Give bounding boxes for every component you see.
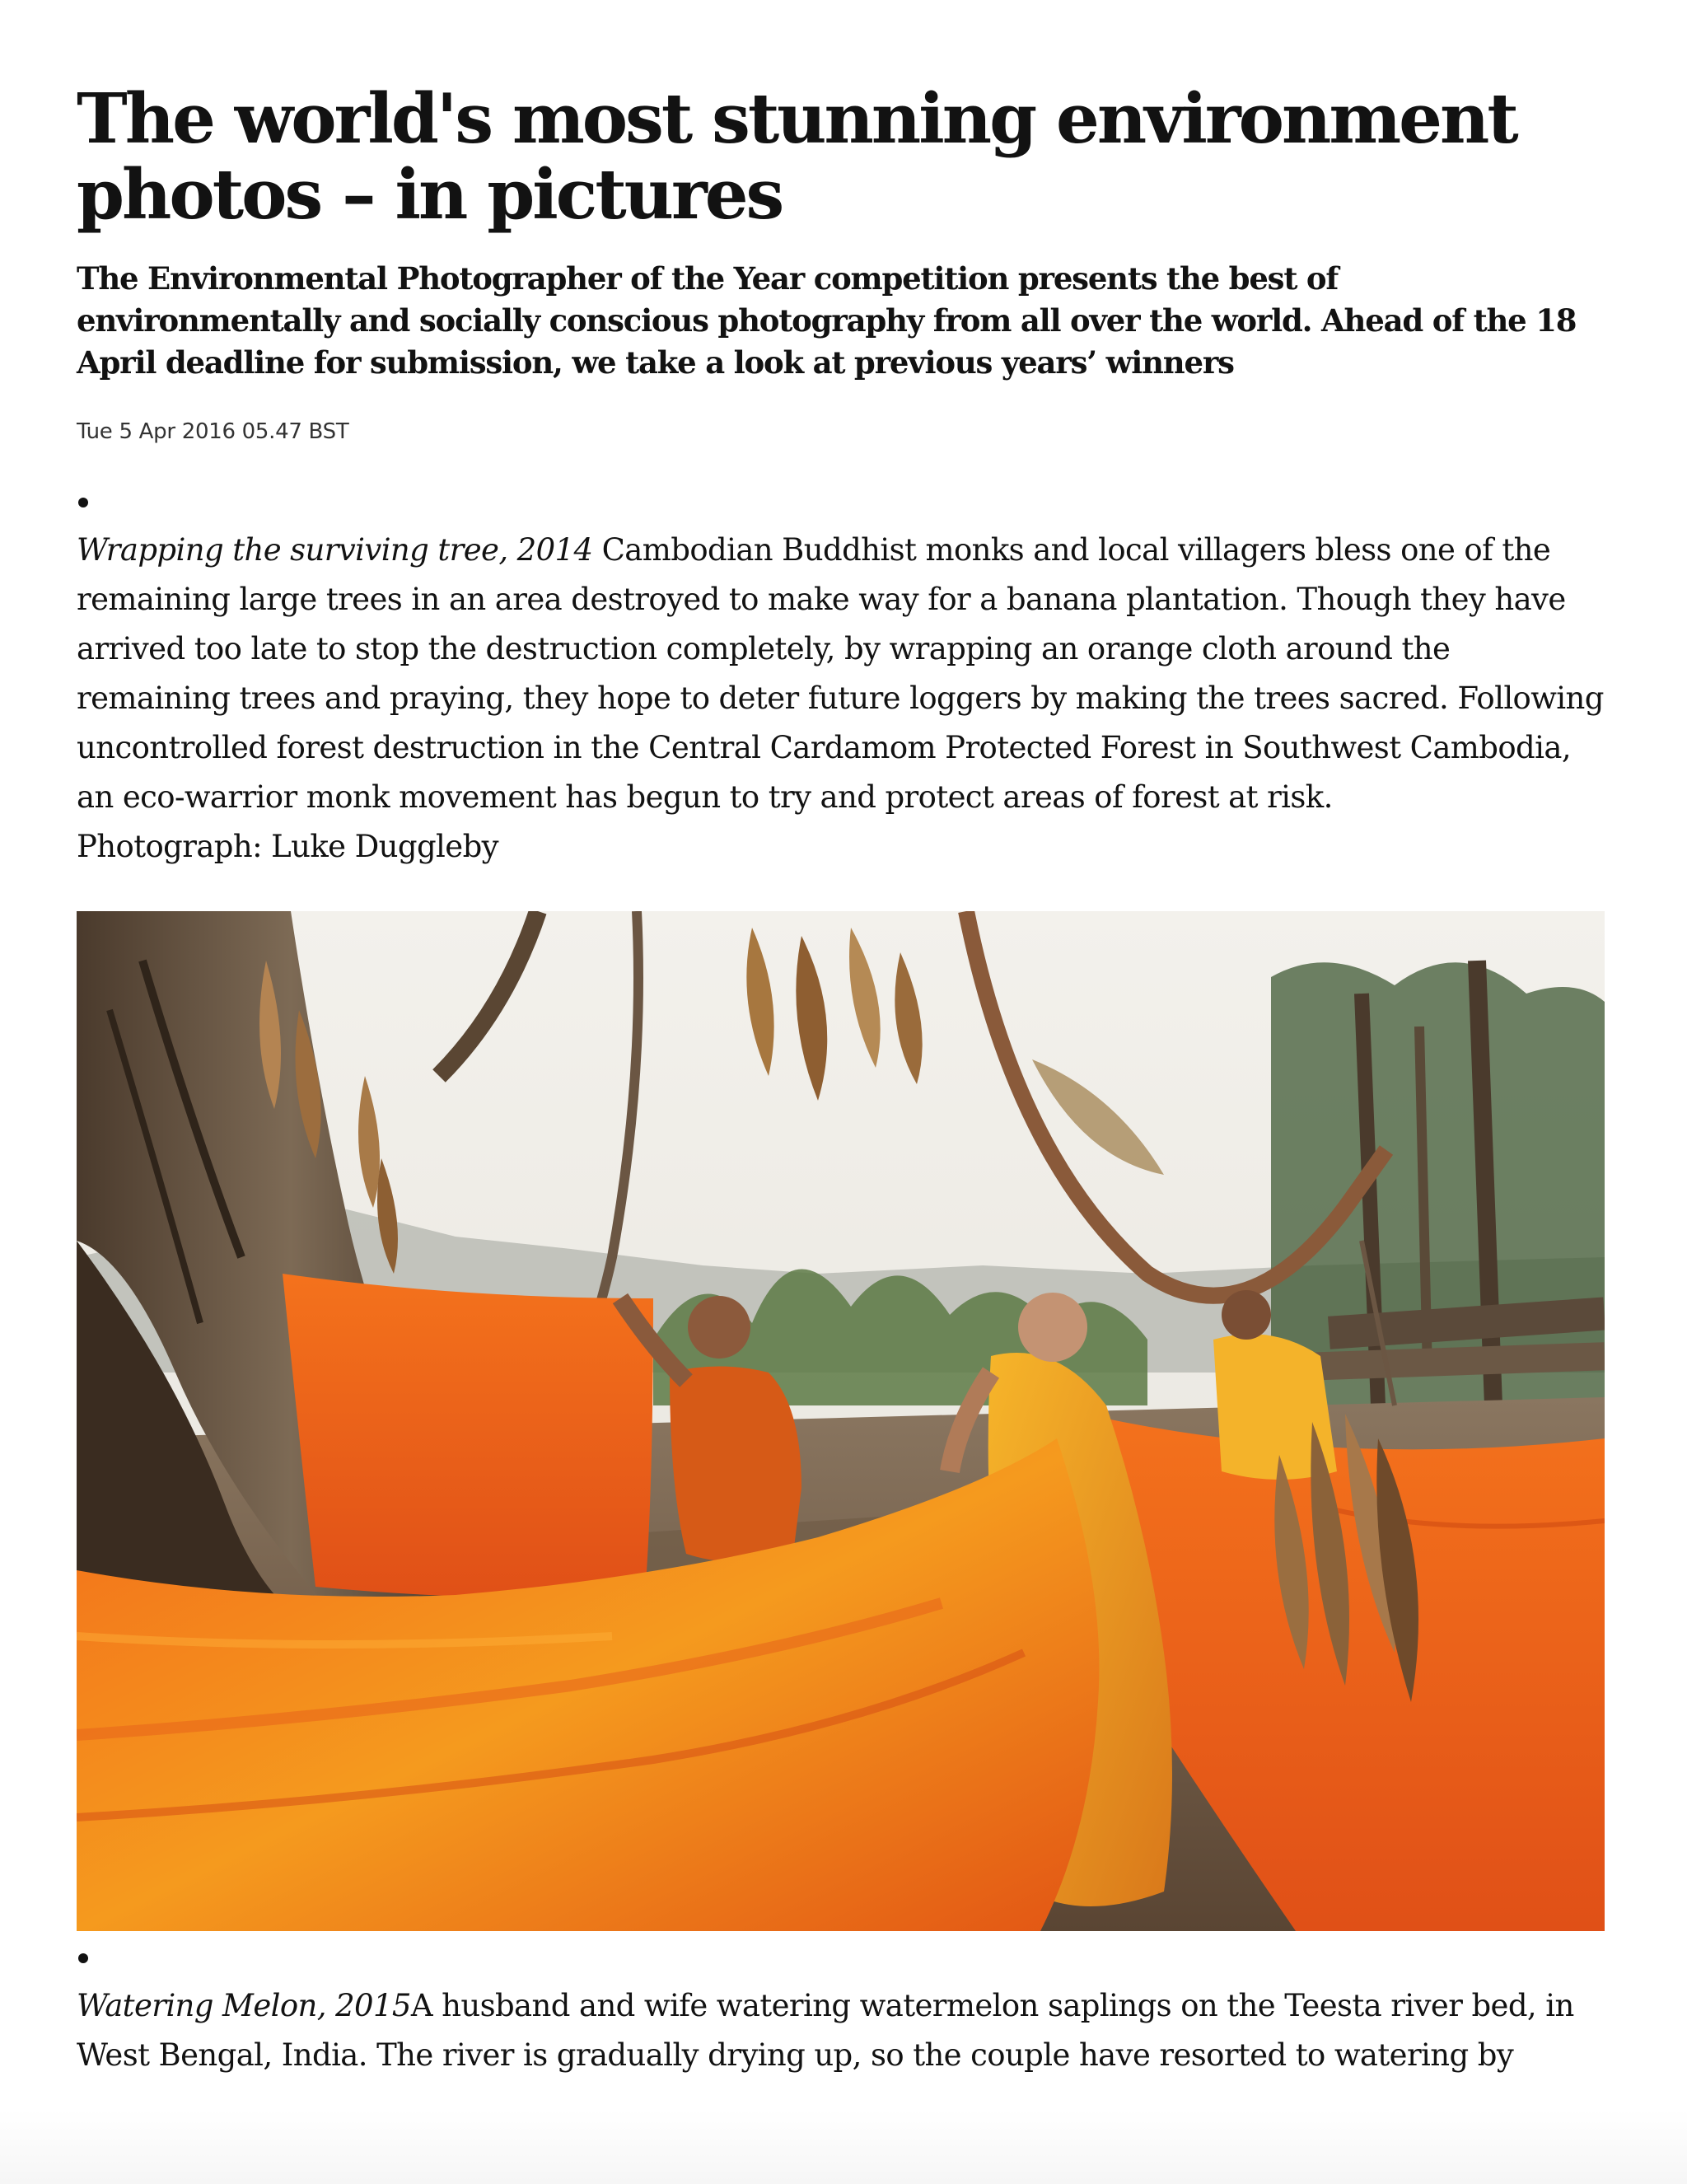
gallery-caption-title: Watering Melon, 2015 (77, 1988, 411, 2023)
gallery-caption-2 (77, 1981, 1605, 2080)
monks-wrapping-tree-photo (77, 911, 1605, 1931)
gallery-item-bullet (78, 1953, 88, 1963)
article-headline: The world's most stunning environment photos – in pictures (77, 78, 1516, 235)
article-dateline: Tue 5 Apr 2016 05.47 BST (77, 419, 349, 444)
article-standfirst: The Environmental Photographer of the Year competition presents the best of environmentally and socially conscious photography from all over the world. Ahead of the 18 April deadline for submission, we take a look at previous years’ winners (77, 260, 1577, 381)
gallery-caption-title: Wrapping the surviving tree, 2014 (77, 532, 593, 568)
gallery-caption-text: Cambodian Buddhist monks and local villagers bless one of the remaining large trees in an area destroyed to make way for a banana plantation. Though they have arrived too late to stop the destruction completely, by wrapping an orange cloth around the remaining trees and praying, they hope to deter future loggers by making the trees sacred. Following uncontrolled forest destruction in the Central Cardamom Protected Forest in Southwest Cambodia, an eco-warrior monk movement has begun to try and protect areas of forest at risk. (77, 532, 1604, 815)
page-bottom-fade (0, 2109, 1687, 2184)
gallery-caption-credit: Photograph: Luke Duggleby (77, 829, 498, 864)
gallery-caption-text: A husband and wife watering watermelon saplings on the Teesta river bed, in West Bengal, India. The river is gradually drying up, so the couple have resorted to watering by (77, 1988, 1574, 2073)
gallery-photo-monks[interactable] (77, 911, 1605, 1931)
gallery-caption-1 (77, 526, 1605, 872)
gallery-item-bullet (78, 498, 88, 507)
